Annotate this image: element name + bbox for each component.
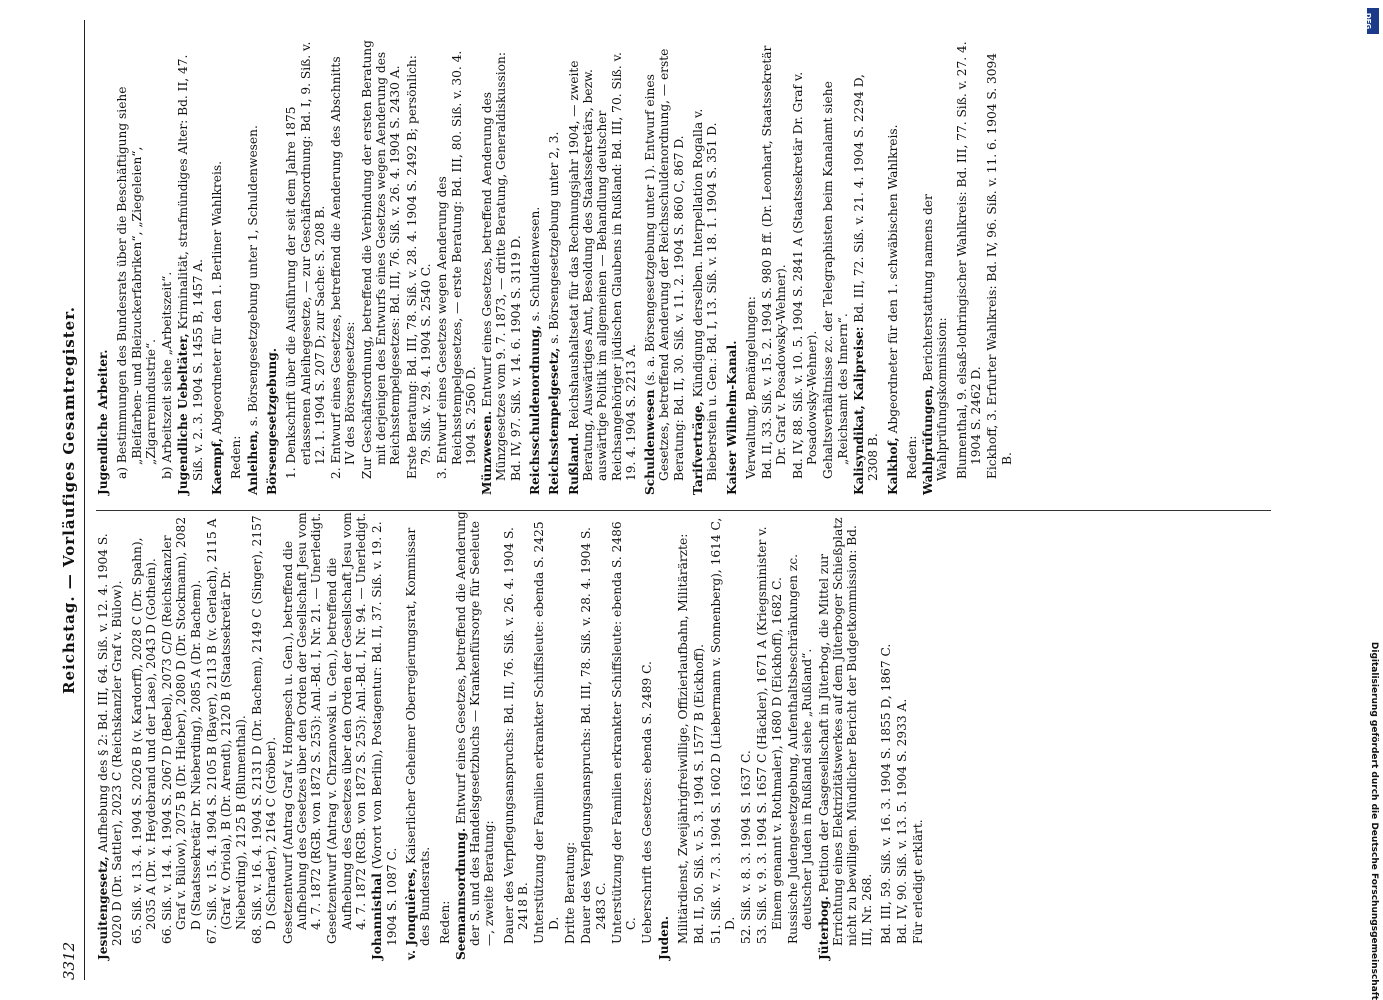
entry-text: Russische Judengesetzgebung, Aufenthaltsbeschränkungen zc. deutscher Juden in Rußland siehe „Rußland“. — [786, 553, 815, 944]
register-entry — [817, 505, 874, 960]
register-entry — [532, 505, 561, 960]
entry-text: 66. Siß. v. 14. 4. 1904 S. 2067 D (Bebel), 2073 C/D (Reichskanzler Graf v. Bülow), 2075 B (Dr. Hieber), 2080 D (Dr. Stockmann), 2082 D (Staatssekretär Dr. Nieberding), 2085 A (Dr. Bachem). — [160, 516, 203, 944]
entry-heading: Reichsschuldenordnung, — [528, 325, 543, 495]
entry-text: 3. Entwurf eines Gesetzes wegen Aenderung des Reichsstempelgesetzes, — erste Beratung: Bd. III, 80. Siß. v. 30. 4. 1904 S. 2560 D. — [435, 50, 478, 479]
entry-text: Bd. III, 72. Siß. v. 21. 4. 1904 S. 2294 D, 2308 B. — [851, 74, 881, 481]
entry-text: Eickhoff, 3. Erfurter Wahlkreis: Bd. IV, 96. Siß. v. 11. 6. 1904 S. 3094 B. — [985, 52, 1014, 479]
dfg-logo — [1364, 8, 1379, 34]
entry-text: Bd. II, 50. Siß. v. 5. 3. 1904 S. 1577 B (Eickhoff). — [692, 644, 707, 944]
register-entry — [676, 505, 690, 960]
register-entry — [760, 40, 789, 495]
register-entry — [480, 40, 523, 495]
register-entry — [567, 40, 638, 495]
entry-heading: Kaempf, — [210, 438, 225, 495]
register-entry — [547, 40, 561, 495]
register-entry — [405, 40, 434, 495]
register-entry — [744, 40, 758, 495]
register-entry — [691, 40, 720, 495]
entry-heading: Seemannsordnung. — [453, 827, 468, 960]
entry-text: Bd. IV, 88. Siß. v. 10. 5. 1904 S. 2841 A (Staatssekretär Dr. Graf v. Posadowsky-Wehner). — [790, 71, 820, 479]
entry-heading: Jugendliche Arbeiter. — [96, 349, 110, 495]
entry-text: 53. Siß. v. 9. 3. 1904 S. 1657 C (Häckler), 1671 A (Kriegsminister v. Einem genannt v. Rothmaler), 1680 D (Eickhoff), 1682 C. — [755, 526, 784, 944]
entry-text: Unterstützung der Familien erkrankter Schiffsleute: ebenda S. 2425 D. — [532, 521, 561, 944]
entry-text: Dritte Beratung: — [562, 841, 577, 944]
entry-text: Reden: — [904, 435, 919, 479]
entry-heading: Jüterbog. — [816, 896, 831, 960]
entry-text: Zur Geschäftsordnung, betreffend die Verbindung der ersten Beratung mit derjenigen des Entwurfs eines Gesetzes wegen Aenderung des Reichsstempelgesetzes: Bd. III, 76. Siß. v. 26. 4. 1904 S. 2430 A. — [359, 40, 403, 479]
entry-text: 67. Siß. v. 15. 4. 1904 S. 2105 B (Bayer), 2113 B (v. Gerlach), 2115 A (Graf v. Oriola), B (Dr. Arendt), 2120 B (Staatssekretär Dr. Nieberding), 2125 B (Blumenthal). — [205, 518, 248, 944]
entry-text: 65. Siß. v. 13. 4. 1904 S. 2026 B (v. Kardorff), 2028 C (Dr. Spahn), 2035 A (Dr. v. Heydebrand und der Lase), 2043 D (Gothein). — [129, 537, 158, 944]
entry-text: 68. Siß. v. 16. 4. 1904 S. 2131 D (Dr. Bachem), 2149 C (Singer), 2157 D (Schrader), 2164 C (Gröber). — [249, 515, 279, 944]
register-entry — [160, 505, 203, 960]
register-entry — [325, 505, 368, 960]
register-entry — [709, 505, 738, 960]
register-entry — [160, 40, 174, 495]
register-entry — [755, 505, 784, 960]
register-entry — [791, 40, 820, 495]
register-entry — [502, 505, 531, 960]
entry-text: Gehaltsverhältnisse zc. der Telegraphisten beim Kanalamt siehe „Reichsamt des Innern“. — [821, 81, 850, 479]
entry-heading: Wahlprüfungen, — [921, 384, 936, 495]
register-entry — [96, 505, 125, 960]
register-entry — [370, 505, 399, 960]
entry-heading: Jesuitengesetz, — [96, 856, 110, 960]
entry-text: 52. Siß. v. 8. 3. 1904 S. 1637 C. — [739, 750, 754, 944]
column-divider — [96, 510, 1271, 511]
entry-heading: Juden. — [656, 915, 671, 960]
entry-text: Kriminalität, strafmündiges Alter: Bd. II, 47. Siß. v. 2. 3. 1904 S. 1455 B, 1457 A. — [176, 54, 205, 481]
entry-heading: Schuldenwesen — [643, 389, 658, 495]
register-entry — [250, 505, 279, 960]
entry-heading: Tarifverträge, — [690, 401, 705, 495]
entry-heading: Münzwesen. — [480, 410, 495, 495]
entry-text: Petition der Gasgesellschaft in Jüterbog, die Mittel zur Errichtung eines Elektrizitätswerkes auf dem Jüterboger Schießplatz nicht zu bewilligen. Mündlicher Bericht der Budgetkommission: Bd. III, Nr. 268. — [816, 517, 874, 946]
entry-text: 51. Siß. v. 7. 3. 1904 S. 1602 D (Liebermann v. Sonnenberg), 1614 C, D. — [708, 517, 737, 944]
entry-text: Dauer des Verpflegungsanspruchs: Bd. III, 76. Siß. v. 26. 4. 1904 S. 2418 B. — [501, 527, 531, 944]
register-entry — [563, 505, 577, 960]
register-entry — [205, 505, 248, 960]
register-entry — [692, 505, 706, 960]
register-entry — [229, 40, 243, 495]
entry-text: Für erledigt erklärt. — [911, 819, 926, 944]
entry-text: (s. a. Börsengesetzgebung unter 1). Entwurf eines Gesetzes, betreffend Aenderung der Reichsschuldenordnung, — erste Beratung: Bd. II, 30. Siß. v. 11. 2. 1904 S. 860 C, 867 D. — [643, 48, 686, 481]
right-column — [96, 40, 1016, 495]
entry-text: a) Bestimmungen des Bundesrats über die Beschäftigung siehe „Bleifarben- und Bleizuckerfabriken“, „Ziegeleien“, „Zigarrenindustrie“. — [115, 86, 158, 479]
page-number: 3312 — [60, 941, 78, 980]
entry-text: Gesetzentwurf (Antrag Graf v. Hompesch u. Gen.), betreffend die Aufhebung des Gesetzes über den Orden der Gesellschaft Jesu vom 4. 7. 1872 (RGB. von 1872 S. 253): Anl.-Bd. I, Nr. 21. — Unerledigt. — [280, 512, 324, 944]
register-entry — [610, 505, 639, 960]
entry-heading: Kaiser Wilhelm-Kanal. — [724, 340, 739, 495]
entry-text: Reden: — [229, 435, 244, 479]
entry-text: Reichshaushaltsetat für das Rechnungsjahr 1904, — zweite Beratung, Auswärtiges Amt, Besoldung des Staatssekretärs, bezw. auswärtige Politik im allgemeinen — Behandlung deutscher Reichsangehöriger jüdischen Glaubens in Rußland: Bd. III, 70. Siß. v. 19. 4. 1904 S. 2213 A. — [566, 52, 638, 481]
register-entry — [739, 505, 753, 960]
entry-heading: Kalkhof, — [885, 437, 900, 495]
register-entry — [643, 40, 686, 495]
left-column — [96, 505, 928, 960]
entry-text: Ueberschrift des Gesetzes: ebenda S. 2489 C. — [640, 661, 655, 944]
entry-text: s. Börsengesetzgebung unter 1, Schuldenwesen. — [245, 125, 260, 427]
entry-text: Kaiserlicher Geheimer Oberregierungsrat, Kommissar des Bundesrats. — [403, 527, 433, 946]
register-entry — [821, 40, 850, 495]
register-entry — [130, 505, 159, 960]
entry-heading: Börsengesetzgebung. — [264, 347, 279, 495]
register-entry — [725, 40, 739, 495]
entry-heading: Rußland. — [566, 432, 581, 495]
entry-text: Abgeordneter für den 1. schwäbischen Wahlkreis. — [885, 124, 900, 434]
entry-text: Kündigung derselben. Interpellation Rogalla v. Bieberstein u. Gen.: Bd. I, 13. Siß. v. 18. 1. 1904 S. 351 D. — [690, 108, 720, 481]
register-entry — [329, 40, 358, 495]
register-entry — [284, 40, 327, 495]
register-entry — [435, 40, 478, 495]
register-entry — [895, 505, 909, 960]
register-entry — [96, 40, 110, 495]
entry-text: 1. Denkschrift über die Ausführung der seit dem Jahre 1875 erlassenen Anleihegesetze, — zur Geschäftsordnung: Bd. I, 9. Siß. v. 12. 1. 1904 S. 207 D; zur Sache: S. 208 B. — [284, 41, 327, 479]
register-entry — [640, 505, 654, 960]
entry-heading: Johannisthal — [370, 873, 385, 960]
entry-text: Entwurf eines Gesetzes, betreffend die Aenderung der S. und des Handelsgesetzbuchs — Krankenfürsorge für Seeleute —, zweite Beratung: — [453, 511, 497, 946]
register-entry — [911, 505, 925, 960]
entry-text: b) Arbeitszeit siehe „Arbeitszeit“. — [160, 271, 175, 479]
entry-text: Entwurf eines Gesetzes, betreffend Aenderung des Münzgesetzes vom 9. 7. 1873, — dritte Beratung, Generaldiskussion: Bd. IV, 97. Siß. v. 14. 6. 1904 S. 3119 D. — [480, 52, 523, 481]
entry-text: Reden: — [437, 900, 452, 944]
register-entry — [985, 40, 1014, 495]
entry-text: Blumenthal, 9. elsaß-lothringischer Wahlkreis: Bd. III, 77. Siß. v. 27. 4. 1904 S. 2462 D. — [954, 41, 984, 479]
entry-text: Dauer des Verpflegungsanspruchs: Bd. III, 78. Siß. v. 28. 4. 1904 S. 2483 C. — [579, 527, 608, 944]
entry-text: s. Schuldenwesen. — [528, 206, 543, 322]
register-entry — [528, 40, 542, 495]
page-header — [58, 20, 85, 980]
entry-text: Berichterstattung namens der Wahlprüfungskommission: — [921, 194, 950, 481]
digitization-text: Digitalisierung gefördert durch die Deutsche Forschungsgemeinschaft — [1369, 641, 1379, 1000]
entry-text: Unterstützung der Familien erkrankter Schiffsleute: ebenda S. 2486 C. — [609, 521, 639, 944]
register-entry — [886, 40, 900, 495]
register-entry — [921, 40, 950, 495]
digitization-note — [1365, 10, 1379, 1000]
entry-text: Militärdienst, Zweijährigfreiwillige, Offizierlaufbahn, Militärärzte: — [675, 533, 690, 944]
entry-text: Bd. IV, 90. Siß. v. 13. 5. 1904 S. 2933 A. — [895, 698, 910, 944]
page-title: Reichstag. — Vorläufiges Gesamtregister. — [60, 306, 78, 694]
register-entry — [438, 505, 452, 960]
entry-text: s. Börsengesetzgebung unter 2, 3. — [547, 131, 562, 344]
entry-text: Bd. II, 33. Siß. v. 15. 2. 1904 S. 980 B ff. (Dr. Leonhart, Staatssekretär Dr. Graf v. Posadowsky-Wehner). — [760, 45, 789, 479]
register-entry — [657, 505, 671, 960]
register-entry — [579, 505, 608, 960]
entry-heading: Anleihen, — [245, 429, 260, 495]
register-entry — [176, 40, 205, 495]
register-entry — [454, 505, 497, 960]
entry-text: (Vorort von Berlin), Postagentur: Bd. II, 37. Siß. v. 19. 2. 1904 S. 1087 C. — [370, 521, 399, 946]
entry-text: Verwaltung, Bemängelungen: — [743, 296, 758, 479]
entry-heading: Kalisyndikat, Kalipreise: — [851, 326, 866, 495]
entry-heading: Reichsstempelgesetz, — [547, 347, 562, 495]
dfg-logo-text: DFG — [1364, 12, 1373, 30]
register-entry — [360, 40, 403, 495]
register-entry — [246, 40, 260, 495]
register-entry — [404, 505, 433, 960]
register-entry — [281, 505, 324, 960]
entry-text: Gesetzentwurf (Antrag v. Chrzanowski u. Gen.), betreffend die Aufhebung des Gesetzes über den Orden der Gesellschaft Jesu vom 4. 7. 1872 (RGB. von 1872 S. 253): Anl.-Bd. I, Nr. 94. — Unerledigt. — [325, 512, 369, 944]
entry-heading: v. Jonquières, — [403, 867, 418, 960]
register-entry — [955, 40, 984, 495]
entry-text: Erste Beratung: Bd. III, 78. Siß. v. 28. 4. 1904 S. 2492 B; persönlich: 79. Siß. v. 29. 4. 1904 S. 2540 C. — [404, 55, 433, 479]
entry-text: Abgeordneter für den 1. Berliner Wahlkreis. — [210, 160, 225, 435]
register-entry — [115, 40, 158, 495]
register-entry — [879, 505, 893, 960]
entry-heading: Jugendliche Uebeltäter, — [176, 333, 191, 495]
register-entry — [905, 40, 919, 495]
entry-text: Aufhebung des § 2: Bd. III, 64. Siß. v. 12. 4. 1904 S. 2020 D (Dr. Sattler), 2023 C (Reichskanzler Graf v. Bülow). — [96, 533, 125, 946]
register-entry — [786, 505, 815, 960]
entry-text: 2. Entwurf eines Gesetzes, betreffend die Aenderung des Abschnitts IV des Börsengesetzes: — [329, 56, 358, 479]
register-entry — [265, 40, 279, 495]
register-entry — [210, 40, 224, 495]
entry-text: Bd. III, 59. Siß. v. 16. 3. 1904 S. 1855 D, 1867 C. — [878, 643, 893, 944]
register-entry — [852, 40, 881, 495]
